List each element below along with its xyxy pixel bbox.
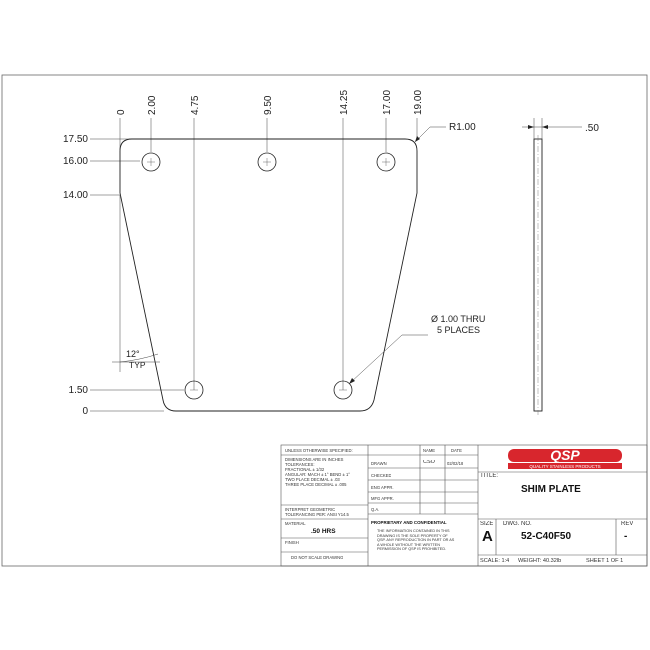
thickness-arrow-left [528, 125, 534, 129]
hole-callout-line1: Ø 1.00 THRU [431, 314, 486, 324]
prop-line: DRAWING IS THE SOLE PROPERTY OF [377, 533, 448, 538]
dwg-no-label: DWG. NO. [503, 521, 532, 527]
finish-label: FINISH [285, 540, 299, 545]
interpret-line1: INTERPRET GEOMETRIC [285, 507, 336, 512]
dim-top-4-75: 4.75 [190, 95, 201, 115]
sheet-text: SHEET 1 OF 1 [586, 558, 624, 564]
angle-note: TYP [129, 360, 146, 370]
interpret-line2: TOLERANCING PER: ANSI Y14.5 [285, 512, 349, 517]
prop-line: THE INFORMATION CONTAINED IN THIS [377, 529, 450, 533]
logo-subtitle: QUALITY STAINLESS PRODUCTS [529, 464, 601, 469]
rev-value: - [624, 531, 628, 542]
tol-line: TOLERANCES: [285, 462, 315, 467]
dim-top-0: 0 [116, 109, 127, 115]
dim-left-16: 16.00 [62, 156, 88, 167]
col-date-header: DATE [451, 448, 462, 453]
hole-leader [350, 335, 402, 383]
proprietary-text [377, 529, 477, 552]
logo-text: QSP [550, 447, 580, 463]
dim-top-17: 17.00 [382, 89, 393, 115]
dim-left-17-5: 17.50 [62, 134, 88, 145]
row-eng-label: ENG APPR. [371, 485, 394, 490]
tol-line: DIMENSIONS ARE IN INCHES [285, 457, 344, 462]
radius-arrowhead [415, 136, 420, 142]
center-marks [147, 158, 390, 390]
holes [142, 153, 395, 399]
tol-line: ANGULAR: MACH ± 1° BEND ± 1° [285, 472, 350, 477]
dim-top-19: 19.00 [413, 89, 424, 115]
dim-top-14-25: 14.25 [339, 89, 350, 115]
radius-label: R1.00 [449, 122, 476, 133]
size-value: A [482, 529, 493, 545]
prop-line: PERMISSION OF QSP IS PROHIBITED. [377, 547, 447, 552]
tol-line: TWO PLACE DECIMAL ± .03 [285, 477, 340, 482]
row-checked-label: CHECKED [371, 473, 392, 478]
hole-callout-line2: 5 PLACES [437, 325, 481, 335]
plate-outline [120, 139, 417, 411]
row-drawn-date: 02/02/18 [447, 461, 464, 466]
dim-top-9-5: 9.50 [263, 95, 274, 115]
size-label: SIZE [480, 521, 494, 527]
rev-label: REV [621, 521, 634, 527]
material-value: .50 HRS [311, 528, 336, 535]
left-dimension-labels [63, 134, 88, 417]
tol-line: FRACTIONAL ± 1/32 [285, 467, 325, 472]
extension-lines-vertical [120, 118, 417, 390]
prop-line: QSP. ANY REPRODUCTION IN PART OR AS [377, 538, 455, 543]
tolerance-notes [285, 457, 369, 487]
row-drawn-name: CSO [423, 460, 435, 465]
thickness-arrow-right [542, 125, 548, 129]
no-scale-note: DO NOT SCALE DRAWING [291, 555, 344, 560]
title-block [281, 445, 647, 565]
title-label: TITLE: [480, 473, 499, 479]
weight-text: WEIGHT: 40.32lb [518, 558, 562, 564]
dim-left-0: 0 [82, 406, 88, 417]
angle-label: 12° [126, 349, 140, 359]
dim-left-1-5: 1.50 [68, 385, 88, 396]
drawing-title: SHIM PLATE [521, 484, 581, 495]
unless-specified: UNLESS OTHERWISE SPECIFIED: [285, 448, 353, 453]
dwg-no-value: 52-C40F50 [521, 531, 572, 542]
proprietary-title: PROPRIETARY AND CONFIDENTIAL [371, 520, 447, 525]
dim-left-14: 14.00 [62, 190, 88, 201]
thickness-label: .50 [585, 123, 599, 134]
top-dimension-labels [116, 90, 424, 115]
col-name-header: NAME [423, 448, 436, 453]
tol-line: THREE PLACE DECIMAL ± .005 [285, 482, 347, 487]
row-qa-label: Q.A. [371, 507, 380, 512]
dim-top-2: 2.00 [147, 95, 158, 115]
row-drawn-label: DRAWN [371, 461, 387, 466]
scale-text: SCALE: 1:4 [480, 558, 510, 564]
row-mfg-label: MFG APPR. [371, 496, 394, 501]
prop-line: A WHOLE WITHOUT THE WRITTEN [377, 542, 440, 547]
material-label: MATERIAL [285, 521, 306, 526]
